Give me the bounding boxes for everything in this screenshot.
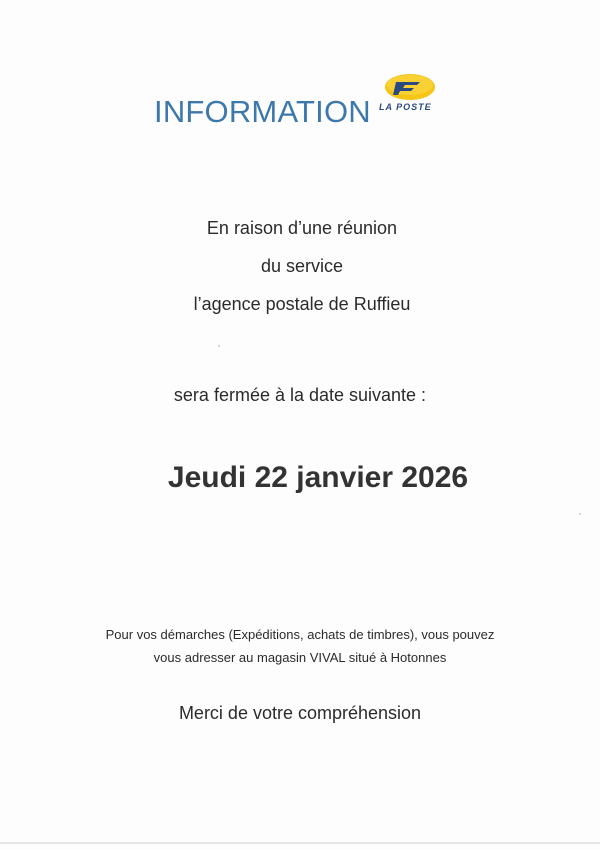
alternative-line-1: Pour vos démarches (Expéditions, achats de timbres), vous pouvez [105, 627, 495, 642]
thanks-line: Merci de votre compréhension [178, 703, 422, 723]
reason-line-1: En raison d’une réunion [206, 218, 398, 238]
la-poste-logo [374, 72, 444, 116]
scan-bottom-edge [0, 842, 600, 844]
closing-statement: sera fermée à la date suivante : [173, 385, 427, 405]
logo-text: LA POSTE [379, 102, 432, 112]
closure-date: Jeudi 22 janvier 2026 [167, 461, 469, 494]
notice-title: INFORMATION [154, 94, 371, 129]
scan-speck [579, 513, 581, 515]
reason-line-2: du service [260, 256, 344, 276]
la-poste-emblem-icon [374, 72, 444, 102]
scan-speck [218, 345, 220, 347]
alternative-line-2: vous adresser au magasin VIVAL situé à Hotonnes [153, 650, 447, 665]
reason-line-3: l’agence postale de Ruffieu [193, 294, 411, 314]
